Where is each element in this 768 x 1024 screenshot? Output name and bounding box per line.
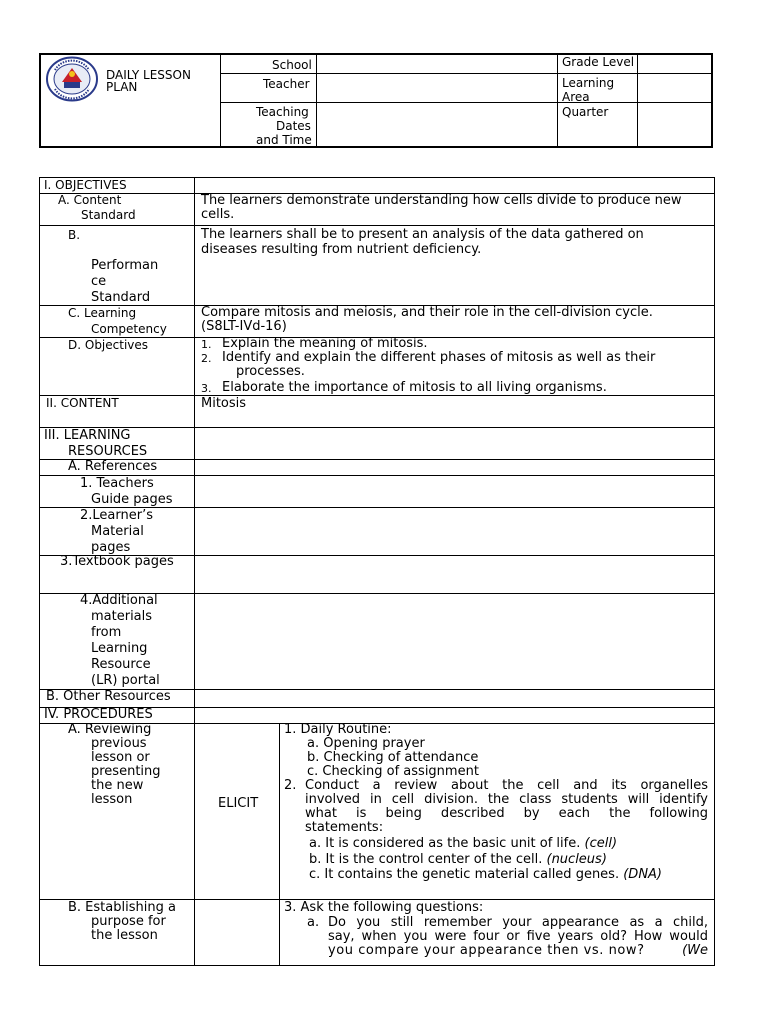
content-label: II. CONTENT: [46, 396, 119, 410]
review-question: [309, 852, 607, 868]
procedure-line: [328, 943, 708, 959]
school-label: School: [272, 58, 312, 72]
learning-area-label: Area: [562, 90, 590, 104]
learning-resources-label: III. LEARNING: [44, 428, 131, 443]
objective-item: Elaborate the importance of mitosis to all living organisms.: [222, 380, 607, 395]
procedure-line: what is being described by each the following: [305, 806, 708, 821]
learners-material-label: 2.Learner’s: [80, 508, 153, 523]
review-answer: (cell): [584, 836, 618, 851]
performance-standard-label: ce: [91, 274, 107, 289]
header-divider: [220, 54, 221, 147]
review-question-text: b. It is the control center of the cell.: [309, 852, 543, 867]
procedure-line-text: you compare your appearance then vs. now?: [328, 943, 645, 958]
procedure-line: statements:: [305, 820, 384, 835]
procedure-line: say, when you were four or five years old? How would: [328, 929, 708, 944]
review-question-text: a. It is considered as the basic unit of life.: [309, 836, 581, 851]
reviewing-lesson-label: lesson or: [91, 750, 150, 765]
procedure-line: b. Checking of attendance: [307, 750, 479, 765]
teachers-guide-label: 1. Teachers: [80, 476, 154, 491]
learning-area-value[interactable]: [639, 75, 711, 101]
reviewing-lesson-label: previous: [91, 736, 147, 751]
establishing-purpose-label: purpose for: [91, 914, 166, 929]
content-standard-text: cells.: [201, 207, 235, 222]
teaching-dates-label: Teaching: [256, 105, 309, 119]
reviewing-lesson-label: A. Reviewing: [68, 722, 152, 737]
references-label: A. References: [68, 459, 158, 474]
establishing-purpose-label: the lesson: [91, 928, 158, 943]
procedure-line: c. Checking of assignment: [307, 764, 479, 779]
textbook-pages-value[interactable]: [196, 556, 713, 592]
review-answer: (DNA): [623, 867, 663, 882]
teaching-dates-label: Dates: [276, 119, 311, 133]
elicit-phase-label: ELICIT: [218, 796, 259, 811]
content-standard-label: Standard: [81, 208, 136, 222]
content-standard-text: The learners demonstrate understanding how cells divide to produce new: [201, 193, 682, 208]
procedure-line: a.: [307, 915, 320, 930]
procedure-line: 3. Ask the following questions:: [284, 900, 484, 915]
row-line: [39, 225, 715, 226]
learning-area-label: Learning: [562, 76, 615, 90]
objectives-section-label: I. OBJECTIVES: [44, 178, 127, 192]
learning-competency-text: (S8LT-IVd-16): [201, 319, 287, 334]
header-divider: [637, 54, 638, 147]
header-row-line: [221, 73, 711, 74]
grade-level-label: Grade Level: [562, 55, 635, 69]
objective-item: Identify and explain the different phases of mitosis as well as their: [222, 350, 656, 365]
other-resources-value[interactable]: [196, 690, 713, 706]
learning-resources-label: RESOURCES: [68, 444, 148, 459]
learners-material-label: pages: [91, 540, 131, 555]
review-question: [309, 867, 662, 883]
quarter-value[interactable]: [639, 104, 711, 146]
objectives-label: D. Objectives: [68, 338, 149, 352]
textbook-pages-label: 3.Textbook pages: [60, 554, 174, 569]
reviewing-lesson-label: lesson: [91, 792, 133, 807]
procedure-line: involved in cell division. the class students will identify: [305, 792, 708, 807]
procedure-line: 1. Daily Routine:: [284, 722, 392, 737]
additional-materials-label: 4.Additional: [80, 593, 158, 608]
teachers-guide-label: Guide pages: [91, 492, 173, 507]
deped-seal-icon: [45, 56, 99, 102]
header-divider: [557, 54, 558, 147]
review-answer: (nucleus): [546, 852, 607, 867]
performance-standard-text: diseases resulting from nutrient deficiency.: [201, 242, 482, 257]
procedures-label: IV. PROCEDURES: [44, 707, 153, 722]
content-value: Mitosis: [201, 396, 247, 411]
grade-level-value[interactable]: [639, 55, 711, 72]
other-resources-label: B. Other Resources: [46, 689, 171, 704]
procedure-line: 2.: [284, 778, 297, 793]
quarter-label: Quarter: [562, 105, 609, 119]
review-question-text: c. It contains the genetic material called genes.: [309, 867, 620, 882]
establishing-purpose-label: B. Establishing a: [68, 900, 176, 915]
resources-value-cell[interactable]: [196, 428, 713, 458]
performance-standard-text: The learners shall be to present an analysis of the data gathered on: [201, 227, 644, 242]
performance-standard-label: B.: [68, 228, 81, 242]
reviewing-lesson-label: presenting: [91, 764, 161, 779]
performance-standard-label: Performan: [91, 258, 159, 273]
additional-materials-value[interactable]: [196, 594, 713, 688]
objective-item: processes.: [236, 364, 305, 379]
lesson-plan-title: DAILY LESSON: [106, 68, 191, 82]
column-divider: [279, 723, 280, 966]
additional-materials-label: (LR) portal: [91, 673, 160, 688]
objective-item: Explain the meaning of mitosis.: [222, 336, 428, 351]
teaching-dates-label: and Time: [256, 133, 312, 147]
additional-materials-label: materials: [91, 609, 153, 624]
procedure-line: Conduct a review about the cell and its organelles: [305, 778, 708, 793]
review-question: [309, 836, 617, 852]
learning-competency-text: Compare mitosis and meiosis, and their role in the cell-division cycle.: [201, 305, 653, 320]
procedure-answer: (We: [682, 943, 708, 958]
procedure-line: Do you still remember your appearance as a child,: [328, 915, 708, 930]
procedure-line: a. Opening prayer: [307, 736, 425, 751]
additional-materials-label: Resource: [91, 657, 151, 672]
content-standard-label: A. Content: [58, 193, 122, 207]
objective-number: 1.: [201, 338, 212, 351]
teaching-dates-value[interactable]: [318, 104, 556, 146]
header-divider: [316, 54, 317, 147]
additional-materials-label: from: [91, 625, 122, 640]
lesson-plan-title: PLAN: [106, 80, 138, 94]
objective-number: 2.: [201, 352, 212, 365]
reviewing-lesson-label: the new: [91, 778, 144, 793]
header-row-line: [221, 102, 711, 103]
learners-material-label: Material: [91, 524, 144, 539]
column-divider: [194, 177, 195, 966]
additional-materials-label: Learning: [91, 641, 148, 656]
objective-number: 3.: [201, 382, 212, 395]
teacher-label: Teacher: [263, 77, 310, 91]
school-value[interactable]: [318, 55, 556, 72]
learning-competency-label: C. Learning: [68, 306, 137, 320]
teacher-value[interactable]: [318, 75, 556, 101]
learning-competency-label: Competency: [91, 322, 167, 336]
performance-standard-label: Standard: [91, 290, 151, 305]
